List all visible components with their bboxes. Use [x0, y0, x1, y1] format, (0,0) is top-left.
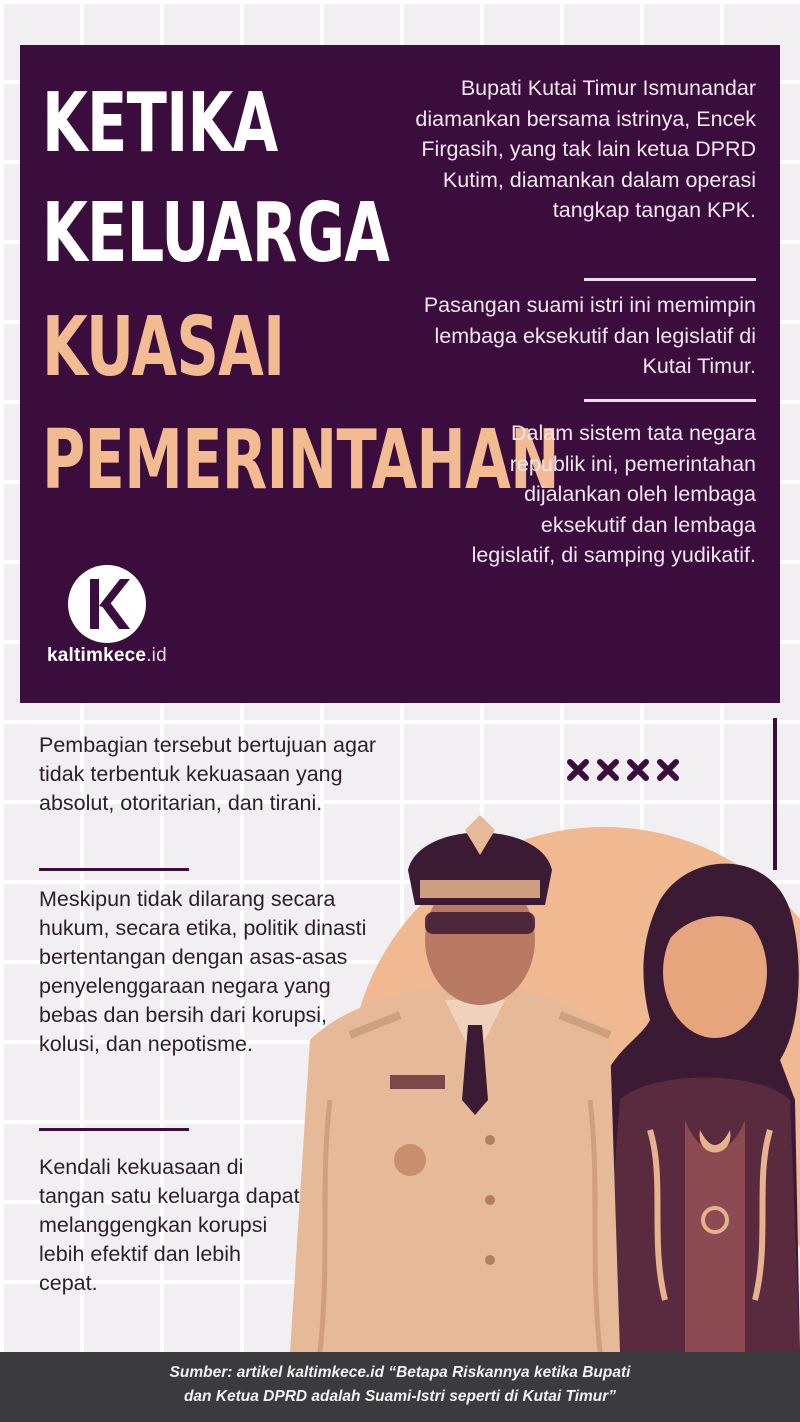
title-line-1: KETIKA	[42, 76, 278, 171]
source-footer	[0, 1352, 800, 1422]
source-line-1: Sumber: artikel kaltimkece.id “Betapa Riskannya ketika Bupati	[169, 1364, 631, 1381]
logo-wordmark	[47, 645, 167, 667]
intro-paragraph-3: Dalam sistem tata negara republik ini, pemerintahan dijalankan oleh lembaga eksekutif dan lembaga legislatif, di samping yudikatif.	[471, 421, 756, 567]
body-paragraph-3: Kendali kekuasaan di tangan satu keluarga dapat melanggengkan korupsi lebih efektif dan lebih cepat.	[39, 1155, 300, 1295]
woman-figure	[590, 864, 800, 1352]
divider	[584, 278, 756, 281]
body-paragraph-1: Pembagian tersebut bertujuan agar tidak terbentuk kekuasaan yang absolut, otoritarian, dan tirani.	[39, 733, 377, 815]
logo-name: kaltimkece	[47, 645, 147, 666]
cross-icon	[626, 758, 650, 782]
k-logo-icon	[68, 565, 146, 643]
title-line-2: KELUARGA	[42, 186, 390, 281]
divider	[39, 1128, 189, 1131]
cross-icon	[596, 758, 620, 782]
intro-paragraph-1: Bupati Kutai Timur Ismunandar diamankan bersama istrinya, Encek Firgasih, yang tak lain ketua DPRD Kutim, diamankan dalam operasi tangkap tangan KPK.	[415, 76, 756, 222]
divider	[39, 868, 189, 871]
title-line-3: KUASAI	[42, 300, 285, 395]
source-line-2: dan Ketua DPRD adalah Suami-Istri seperti di Kutai Timur”	[183, 1388, 617, 1405]
logo-suffix: .id	[146, 645, 167, 666]
header-panel	[20, 45, 780, 703]
divider	[584, 399, 756, 402]
intro-paragraph-2: Pasangan suami istri ini memimpin lembaga eksekutif dan legislatif di Kutai Timur.	[423, 293, 756, 378]
cross-icon	[656, 758, 680, 782]
logo-mark	[68, 565, 146, 643]
title-line-4: PEMERINTAHAN	[42, 413, 559, 508]
cross-icon	[566, 758, 590, 782]
couple-photo	[290, 800, 800, 1352]
body-paragraph-2: Meskipun tidak dilarang secara hukum, secara etika, politik dinasti bertentangan dengan asas-asas penyelenggaraan negara yang bebas dan bersih dari korupsi, kolusi, dan nepotisme.	[39, 887, 367, 1056]
cross-decoration	[566, 758, 680, 782]
